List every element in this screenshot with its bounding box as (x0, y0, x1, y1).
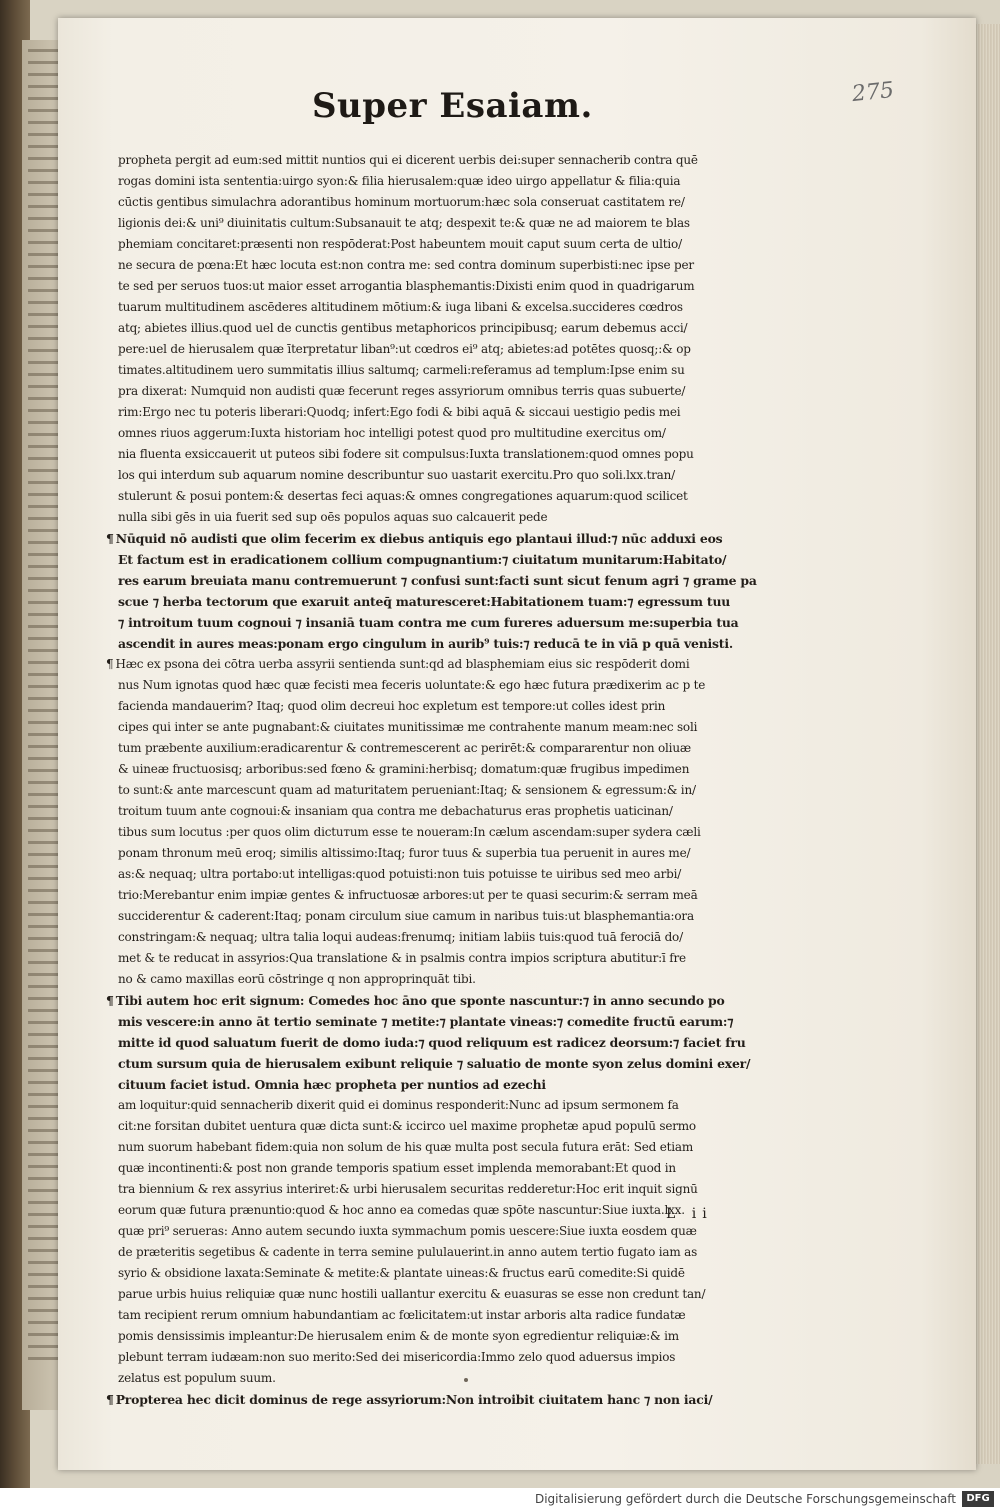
facing-page-line (28, 433, 58, 436)
text-line (118, 843, 778, 864)
ink-dot (464, 1378, 468, 1382)
facing-page-line (28, 1165, 58, 1168)
facing-page-line (28, 1117, 58, 1120)
text-line (118, 1263, 778, 1284)
page-stack-edge (976, 24, 1000, 1464)
text-line-content: atq; abietes illius.quod uel de cunctis gentibus metaphoricos principibusq; earum debemus acci/ (118, 321, 688, 335)
facing-page-line (28, 541, 58, 544)
facing-page-line (28, 1345, 58, 1348)
text-line-content: ⁊ introitum tuum cognoui ⁊ insaniā tuam contra me cum fureres aduersum me:superbia tua (118, 615, 739, 630)
footer-bar (0, 1488, 1000, 1511)
text-line (118, 234, 778, 255)
facing-page-line (28, 277, 58, 280)
text-line-content: omnes riuos aggerum:Iuxta historiam hoc intelligi potest quod pro multitudine exercitus om/ (118, 426, 666, 440)
facing-page-line (28, 589, 58, 592)
facing-page-line (28, 205, 58, 208)
facing-page-line (28, 577, 58, 580)
text-line (118, 276, 778, 297)
facing-page-line (28, 1009, 58, 1012)
facing-page-line (28, 961, 58, 964)
facing-page-line (28, 1285, 58, 1288)
facing-page-line (28, 817, 58, 820)
facing-page-line (28, 1273, 58, 1276)
text-line-content: tam recipient rerum omnium habundantiam ac fœlicitatem:ut instar arboris alta radice fundatæ (118, 1308, 686, 1322)
text-line-content: res earum breuiata manu contremuerunt ⁊ confusi sunt:facti sunt sicut fenum agri ⁊ grame pa (118, 573, 757, 588)
text-line-content: met & te reducat in assyrios:Qua translatione & in psalmis contra impios scriptura abutitur:ī fre (118, 951, 686, 965)
text-line (118, 297, 778, 318)
text-line (106, 990, 778, 1011)
facing-page-line (28, 217, 58, 220)
text-line (118, 927, 778, 948)
facing-page-line (28, 385, 58, 388)
text-line (118, 612, 778, 633)
text-line (118, 738, 778, 759)
text-line-content: scue ⁊ herba tectorum que exaruit anteq̄ maturesceret:Habitationem tuam:⁊ egressum tuu (118, 594, 731, 609)
text-line (118, 1242, 778, 1263)
text-line (118, 1095, 778, 1116)
facing-page-line (28, 445, 58, 448)
facing-page-line (28, 985, 58, 988)
text-line-content: stulerunt & posui pontem:& desertas feci aquas:& omnes congregationes aquarum:quod scilicet (118, 489, 688, 503)
text-line-content: quæ incontinenti:& post non grande temporis spatium esset implenda memorabant:Et quod in (118, 1161, 676, 1175)
text-line (118, 486, 778, 507)
facing-page-line (28, 1261, 58, 1264)
text-line (118, 1074, 778, 1095)
facing-page-line (28, 745, 58, 748)
text-line-content: ascendit in aures meas:ponam ergo cingulum in aurib⁹ tuis:⁊ reducā te in viā p quā venisti. (118, 636, 733, 651)
text-line-content: ctum sursum quia de hierusalem exibunt reliquie ⁊ saluatio de monte syon zelus domini exer/ (118, 1056, 751, 1071)
facing-page-line (28, 181, 58, 184)
text-line-content: ponam thronum meū eroq; similis altissimo:Itaq; furor tuus & superbia tua peruenit in aures me/ (118, 846, 691, 860)
text-line-content: te sed per seruos tuos:ut maior esset arrogantia blasphemantis:Dixisti enim quod in quadrigarum (118, 279, 695, 293)
signature-mark: L ii (666, 1206, 713, 1222)
text-line-content: ne secura de pœna:Et hæc locuta est:non contra me: sed contra dominum superbisti:nec ipse per (118, 258, 694, 272)
facing-page-line (28, 625, 58, 628)
facing-page-line (28, 913, 58, 916)
facing-page-line (28, 145, 58, 148)
text-line-content: tum præbente auxilium:eradicarentur & contremescerent ac perirēt:& compararentur non oliuæ (118, 741, 691, 755)
text-line (118, 1368, 778, 1389)
text-line (118, 570, 778, 591)
facing-page-line (28, 601, 58, 604)
facing-page-line (28, 229, 58, 232)
facing-page-line (28, 949, 58, 952)
text-line-content: nus Num ignotas quod hæc quæ fecisti mea feceris uoluntate:& ego hæc futura prædixerim ac p te (118, 678, 706, 692)
text-line-content: parue urbis huius reliquiæ quæ nunc hostili uallantur exercitu & euasuras se esse non credunt tan/ (118, 1287, 706, 1301)
facing-page-line (28, 889, 58, 892)
facing-page-line (28, 865, 58, 868)
facing-page-line (28, 1081, 58, 1084)
text-line (118, 1053, 778, 1074)
text-line-content: cituum faciet istud. Omnia hæc propheta per nuntios ad ezechi (118, 1077, 546, 1092)
text-line-content: cūctis gentibus simulachra adorantibus hominum mortuorum:hæc sola conseruat castitatem re/ (118, 195, 685, 209)
facing-page-line (28, 853, 58, 856)
facing-page-line (28, 97, 58, 100)
text-line-content: syrio & obsidione laxata:Seminate & metite:& plantate uineas:& fructus earū comedite:Si quidē (118, 1266, 685, 1280)
facing-page-line (28, 505, 58, 508)
previous-page-edge (22, 40, 62, 1410)
facing-page-line (28, 49, 58, 52)
text-line (118, 1158, 778, 1179)
text-line (118, 1137, 778, 1158)
text-line (118, 465, 778, 486)
pilcrow-icon: ¶ (106, 531, 114, 546)
text-line-content: propheta pergit ad eum:sed mittit nuntios qui ei dicerent uerbis dei:super sennacherib contra quē (118, 153, 698, 167)
text-line-content: as:& nequaq; ultra portabo:ut intelligas:quod potuisti:non tuis potuisse te uiribus sed meo arbi/ (118, 867, 682, 881)
text-line-content: to sunt:& ante marcescunt quam ad maturitatem perueniant:Itaq; & sensionem & egressum:& in/ (118, 783, 696, 797)
facing-page-line (28, 829, 58, 832)
facing-page-line (28, 1297, 58, 1300)
footer-credit: Digitalisierung gefördert durch die Deutsche Forschungsgemeinschaft (534, 1492, 956, 1506)
facing-page-line (28, 109, 58, 112)
facing-page-line (28, 481, 58, 484)
text-line (118, 171, 778, 192)
facing-page-line (28, 661, 58, 664)
facing-page-line (28, 757, 58, 760)
text-line (118, 213, 778, 234)
facing-page-line (28, 421, 58, 424)
text-line (118, 780, 778, 801)
facing-page-line (28, 697, 58, 700)
text-line-content: cipes qui inter se ante pugnabant:& ciuitates munitissimæ me contrahente manum meam:nec soli (118, 720, 698, 734)
text-line (118, 969, 778, 990)
facing-page-line (28, 637, 58, 640)
facing-page-line (28, 1177, 58, 1180)
text-line (118, 444, 778, 465)
facing-page-line (28, 877, 58, 880)
text-line-content: Hæc ex psona dei cōtra uerba assyrii sentienda sunt:qd ad blasphemiam eius sic respōderit domi (115, 657, 690, 671)
text-line (118, 633, 778, 654)
text-line (118, 192, 778, 213)
text-line (118, 591, 778, 612)
text-line-content: am loquitur:quid sennacherib dixerit quid ei dominus responderit:Nunc ad ipsum sermonem fa (118, 1098, 679, 1112)
text-line-content: phemiam concitaret:præsenti non respōderat:Post habeuntem mouit caput suum certa de ultio/ (118, 237, 682, 251)
facing-page-line (28, 241, 58, 244)
running-head: Super Esaiam. (312, 86, 593, 126)
text-line (118, 1032, 778, 1053)
facing-page-line (28, 1021, 58, 1024)
text-line-content: facienda mandauerim? Itaq; quod olim decreui hoc expletum est tempore:ut colles idest prin (118, 699, 666, 713)
facing-page-line (28, 1189, 58, 1192)
text-line (118, 1347, 778, 1368)
facing-page-line (28, 685, 58, 688)
text-line (106, 528, 778, 549)
facing-page-line (28, 1093, 58, 1096)
facing-page-line (28, 61, 58, 64)
facing-page-line (28, 841, 58, 844)
facing-page-line (28, 73, 58, 76)
text-line-content: tuarum multitudinem ascēderes altitudinem mōtium:& iuga libani & excelsa.succideres cœdros (118, 300, 683, 314)
facing-page-line (28, 973, 58, 976)
facing-page-line (28, 709, 58, 712)
text-line (118, 255, 778, 276)
text-line-content: de præteritis segetibus & cadente in terra semine pululauerint.in anno autem tertio fugato iam as (118, 1245, 698, 1259)
folio-number: 275 (850, 77, 896, 108)
text-line-content: eorum quæ futura prænuntio:quod & hoc anno ea comedas quæ spōte nascuntur:Siue iuxta.lxx. (118, 1203, 685, 1217)
facing-page-line (28, 997, 58, 1000)
text-line-content: timates.altitudinem uero summitatis illius saltumq; carmeli:referamus ad templum:Ipse enim su (118, 363, 685, 377)
text-line-content: rogas domini ista sententia:uirgo syon:& filia hierusalem:quæ ideo uirgo appellatur & filia:quia (118, 174, 681, 188)
text-line (118, 318, 778, 339)
facing-page-line (28, 1069, 58, 1072)
facing-page-line (28, 457, 58, 460)
facing-page-line (28, 1321, 58, 1324)
text-line-content: pere:uel de hierusalem quæ īterpretatur liban⁹:ut cœdros ei⁹ atq; abietes:ad potētes quosq;:& op (118, 342, 691, 356)
text-line (118, 1221, 778, 1242)
facing-page-line (28, 193, 58, 196)
facing-page-line (28, 937, 58, 940)
text-line (118, 675, 778, 696)
text-line (118, 150, 778, 171)
facing-page-line (28, 493, 58, 496)
text-line (118, 360, 778, 381)
text-line-content: nia fluenta exsiccauerit ut puteos sibi fodere sit compulsus:Iuxta translationem:quod omnes popu (118, 447, 694, 461)
facing-page-line (28, 397, 58, 400)
facing-page-line (28, 469, 58, 472)
text-line (118, 1116, 778, 1137)
text-line (106, 1389, 778, 1410)
text-line (118, 1179, 778, 1200)
text-line-content: pra dixerat: Numquid non audisti quæ fecerunt reges assyriorum omnibus terris quas subuerte/ (118, 384, 686, 398)
text-line-content: tra biennium & rex assyrius interiret:& urbi hierusalem securitas redderetur:Hoc erit inquit signū (118, 1182, 698, 1196)
text-line (118, 402, 778, 423)
text-line (118, 1305, 778, 1326)
facing-page-line (28, 613, 58, 616)
facing-page-line (28, 157, 58, 160)
text-line-content: pomis densissimis impleantur:De hierusalem enim & de monte syon egredientur reliquiæ:& im (118, 1329, 679, 1343)
pilcrow-icon: ¶ (106, 1392, 114, 1407)
facing-page-line (28, 1237, 58, 1240)
text-line-content: constringam:& nequaq; ultra talia loqui audeas:frenumq; initiam labiis tuis:quod tuā ferociā do/ (118, 930, 683, 944)
text-line (118, 759, 778, 780)
text-line-content: Propterea hec dicit dominus de rege assyriorum:Non introibit ciuitatem hanc ⁊ non iaci/ (115, 1392, 713, 1407)
text-line (118, 717, 778, 738)
facing-page-line (28, 1153, 58, 1156)
text-line (118, 1284, 778, 1305)
dfg-logo-icon: DFG (962, 1491, 994, 1507)
text-line-content: rim:Ergo nec tu poteris liberari:Quodq; infert:Ego fodi & bibi aquā & siccaui uestigio pedis mei (118, 405, 681, 419)
text-line (118, 339, 778, 360)
facing-page-line (28, 805, 58, 808)
text-line (118, 948, 778, 969)
text-line-content: trio:Merebantur enim impiæ gentes & infructuosæ arbores:ut per te quasi securim:& serram meā (118, 888, 698, 902)
text-line-content: nulla sibi gēs in uia fuerit sed sup oēs populos aquas suo calcauerit pede (118, 510, 548, 524)
facing-page-line (28, 1357, 58, 1360)
text-line (118, 423, 778, 444)
facing-page-line (28, 337, 58, 340)
text-line-content: Et factum est in eradicationem collium compugnantium:⁊ ciuitatum munitarum:Habitato/ (118, 552, 727, 567)
facing-page-line (28, 1201, 58, 1204)
text-line-content: tibus sum locutus :per quos olim dictuтum esse te noueram:In cælum ascendam:super sydera cæli (118, 825, 701, 839)
facing-page-line (28, 901, 58, 904)
text-line (118, 549, 778, 570)
facing-page-line (28, 673, 58, 676)
facing-page-line (28, 517, 58, 520)
text-line (118, 1326, 778, 1347)
text-line (118, 801, 778, 822)
text-line-content: zelatus est populum suum. (118, 1371, 276, 1385)
text-line-content: num suorum habebant fidem:quia non solum de his quæ multa post secula futura erāt: Sed etiam (118, 1140, 694, 1154)
facing-page-line (28, 1333, 58, 1336)
facing-page-line (28, 781, 58, 784)
facing-page-line (28, 253, 58, 256)
text-line (118, 1011, 778, 1032)
text-line-content: ligionis dei:& uni⁹ diuinitatis cultum:Subsanauit te atq; despexit te:& quæ ne ad maiorem te blas (118, 216, 690, 230)
facing-page-line (28, 1141, 58, 1144)
text-line-content: los qui interdum sub aquarum nomine describuntur suo uastarit exercitu.Pro quo soli.lxx.tran/ (118, 468, 676, 482)
text-line-content: troitum tuum ante cognoui:& insaniam qua contra me debachaturus eras prophetis uaticinan/ (118, 804, 673, 818)
text-line (106, 654, 778, 675)
facing-page-line (28, 133, 58, 136)
facing-page-line (28, 325, 58, 328)
facing-page-line (28, 1105, 58, 1108)
text-line (118, 381, 778, 402)
pilcrow-icon: ¶ (106, 657, 114, 671)
facing-page-line (28, 1129, 58, 1132)
facing-page-line (28, 925, 58, 928)
text-line-content: Tibi autem hoc erit signum: Comedes hoc āno que sponte nascuntur:⁊ in anno secundo po (115, 993, 725, 1008)
text-line-content: quæ pri⁹ serueras: Anno autem secundo iuxta symmachum pomis uescere:Siue iuxta eosdem quæ (118, 1224, 697, 1238)
text-line-content: succiderentur & caderent:Itaq; ponam circulum siue camum in naribus tuis:ut blasphemantia:ora (118, 909, 694, 923)
facing-page-line (28, 1045, 58, 1048)
facing-page-line (28, 565, 58, 568)
facing-page-line (28, 1225, 58, 1228)
facing-page-line (28, 169, 58, 172)
facing-page-line (28, 553, 58, 556)
facing-page-line (28, 1057, 58, 1060)
text-line (118, 885, 778, 906)
text-line-content: plebunt terram iudæam:non suo merito:Sed dei misericordia:Immo zelo quod aduersus impios (118, 1350, 676, 1364)
text-line-content: mis vescere:in anno āt tertio seminate ⁊ metite:⁊ plantate vineas:⁊ comedite fructū earum:⁊ (118, 1014, 734, 1029)
facing-page-line (28, 313, 58, 316)
facing-page-line (28, 793, 58, 796)
text-line-content: cit:ne forsitan dubitet uentura quæ dicta sunt:& iccirco uel maxime prophetæ apud populū sermo (118, 1119, 696, 1133)
facing-page-line (28, 1249, 58, 1252)
facing-page-line (28, 1213, 58, 1216)
facing-page-line (28, 529, 58, 532)
facing-page-line (28, 721, 58, 724)
text-line (118, 696, 778, 717)
facing-page-line (28, 373, 58, 376)
text-line (118, 822, 778, 843)
facing-page-line (28, 649, 58, 652)
text-line-content: mitte id quod saluatum fuerit de domo iuda:⁊ quod reliquum est radicez deorsum:⁊ faciet fru (118, 1035, 746, 1050)
text-line-content: & uineæ fructuosisq; arboribus:sed fœno & gramini:herbisq; domatum:quæ frugibus impedimen (118, 762, 690, 776)
facing-page-line (28, 121, 58, 124)
facing-page-line (28, 361, 58, 364)
text-line-content: Nūquid nō audisti que olim fecerim ex diebus antiquis ego plantaui illud:⁊ nūc adduxi eos (115, 531, 723, 546)
facing-page-line (28, 1309, 58, 1312)
facing-page-line (28, 85, 58, 88)
facing-page-line (28, 301, 58, 304)
text-line (118, 906, 778, 927)
facing-page-line (28, 733, 58, 736)
facing-page-line (28, 1033, 58, 1036)
pilcrow-icon: ¶ (106, 993, 114, 1008)
facing-page-line (28, 349, 58, 352)
facing-page-line (28, 769, 58, 772)
text-line (118, 507, 778, 528)
facing-page-line (28, 409, 58, 412)
facing-page-line (28, 289, 58, 292)
text-line-content: no & camo maxillas eorū cōstringe q non approprinquāt tibi. (118, 972, 476, 986)
facing-page-line (28, 265, 58, 268)
text-line (118, 864, 778, 885)
